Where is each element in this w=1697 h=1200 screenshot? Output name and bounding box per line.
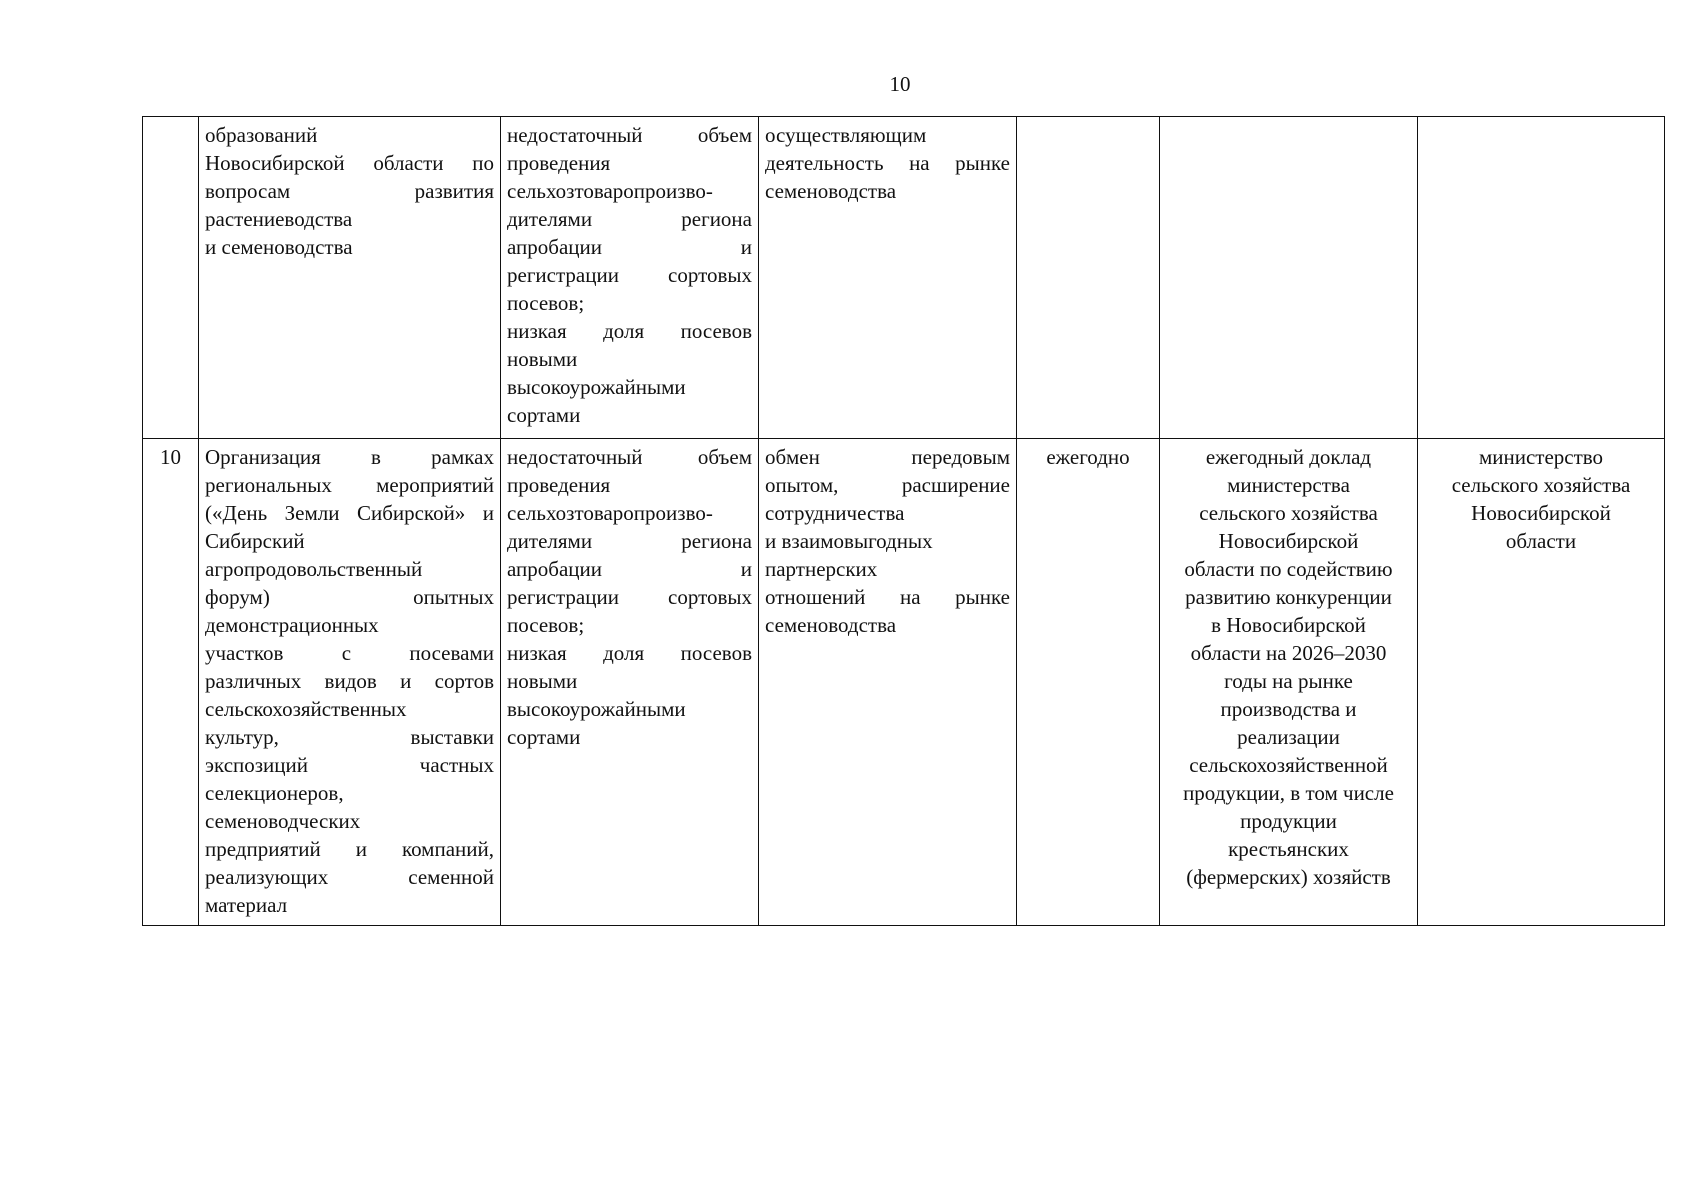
text-line: (фермерских) хозяйств [1186,865,1391,889]
text-line: области по содействию [1184,557,1393,581]
text-line: сортами [507,403,581,427]
text-line: демонстрационных [205,613,379,637]
text-line: сельхозтоваропроизво- [507,501,713,525]
text-line: обмен передовым [765,445,1010,469]
row-number-cell [143,117,199,439]
text-line: сельского хозяйства [1451,473,1631,497]
text-line: опытом, расширение [765,473,1010,497]
table-row [143,439,1665,926]
text-line: деятельность на рынке [765,151,1010,175]
text-line: низкая доля посевов [507,641,752,665]
result-cell [759,439,1017,926]
problem-cell [501,439,759,926]
text-line: области [1505,529,1577,553]
text-line: низкая доля посевов [507,319,752,343]
text-line: в Новосибирской [1211,613,1366,637]
text-line: Новосибирской [1218,529,1359,553]
text-line: дителями региона [507,207,752,231]
text-line: регистрации сортовых [507,263,752,287]
term-cell: ежегодно [1017,439,1160,926]
text-line: растениеводства [205,207,353,231]
text-line: продукции, в том числе [1183,781,1394,805]
text-line: проведения [507,151,611,175]
table-body [143,117,1665,926]
page-number: 10 [889,72,911,96]
event-cell [199,439,501,926]
text-line: агропродовольственный [205,557,423,581]
text-line: реализации [1237,725,1340,749]
text-line: семеноводства [765,179,897,203]
text-line: семеноводческих [205,809,361,833]
text-line: проведения [507,473,611,497]
text-line: осуществляющим [765,123,927,147]
text-line: продукции [1240,809,1337,833]
text-line: участков с посевами [205,641,494,665]
text-line: образований [205,123,318,147]
text-line: материал [205,893,288,917]
text-line: и семеноводства [205,235,353,259]
document-cell [1160,439,1418,926]
text-line: посевов; [507,613,585,637]
text-line: селекционеров, [205,781,344,805]
text-line: развитию конкуренции [1185,585,1392,609]
text-line: Сибирский [205,529,305,553]
text-line: и взаимовыгодных [765,529,933,553]
text-line: новыми [507,347,578,371]
text-line: отношений на рынке [765,585,1010,609]
text-line: Новосибирской [1471,501,1611,525]
text-line: сотрудничества [765,501,905,525]
text-line: Организация в рамках [205,445,494,469]
problem-cell [501,117,759,439]
text-line: предприятий и компаний, [205,837,494,861]
text-line: регистрации сортовых [507,585,752,609]
text-line: министерства [1227,473,1350,497]
text-line: вопросам развития [205,179,494,203]
text-line: недостаточный объем [507,123,752,147]
text-line: производства и [1220,697,1357,721]
text-line: форум) опытных [205,585,494,609]
text-line: сельскохозяйственной [1189,753,1388,777]
term-cell [1017,117,1160,439]
table-row [143,117,1665,439]
text-line: ежегодный доклад [1205,445,1372,469]
text-line: культур, выставки [205,725,494,749]
text-line: реализующих семенной [205,865,494,889]
result-cell [759,117,1017,439]
activities-table [142,116,1665,926]
text-line: различных видов и сортов [205,669,494,693]
text-line: семеноводства [765,613,897,637]
text-line: посевов; [507,291,585,315]
text-line: («День Земли Сибирской» и [205,501,494,525]
text-line: региональных мероприятий [205,473,494,497]
text-line: высокоурожайными [507,375,686,399]
text-line: недостаточный объем [507,445,752,469]
event-cell [199,117,501,439]
text-line: сельского хозяйства [1199,501,1378,525]
text-line: дителями региона [507,529,752,553]
text-line: апробации и [507,235,752,259]
text-line: годы на рынке [1224,669,1353,693]
document-cell [1160,117,1418,439]
row-number-cell: 10 [143,439,199,926]
text-line: новыми [507,669,578,693]
text-line: экспозиций частных [205,753,494,777]
text-line: области на 2026–2030 [1190,641,1387,665]
text-line: апробации и [507,557,752,581]
text-line: высокоурожайными [507,697,686,721]
text-line: сортами [507,725,581,749]
executor-cell [1418,439,1665,926]
text-line: сельхозтоваропроизво- [507,179,713,203]
text-line: сельскохозяйственных [205,697,407,721]
text-line: крестьянских [1228,837,1349,861]
text-line: министерство [1478,445,1604,469]
text-line: Новосибирской области по [205,151,494,175]
text-line: партнерских [765,557,878,581]
executor-cell [1418,117,1665,439]
